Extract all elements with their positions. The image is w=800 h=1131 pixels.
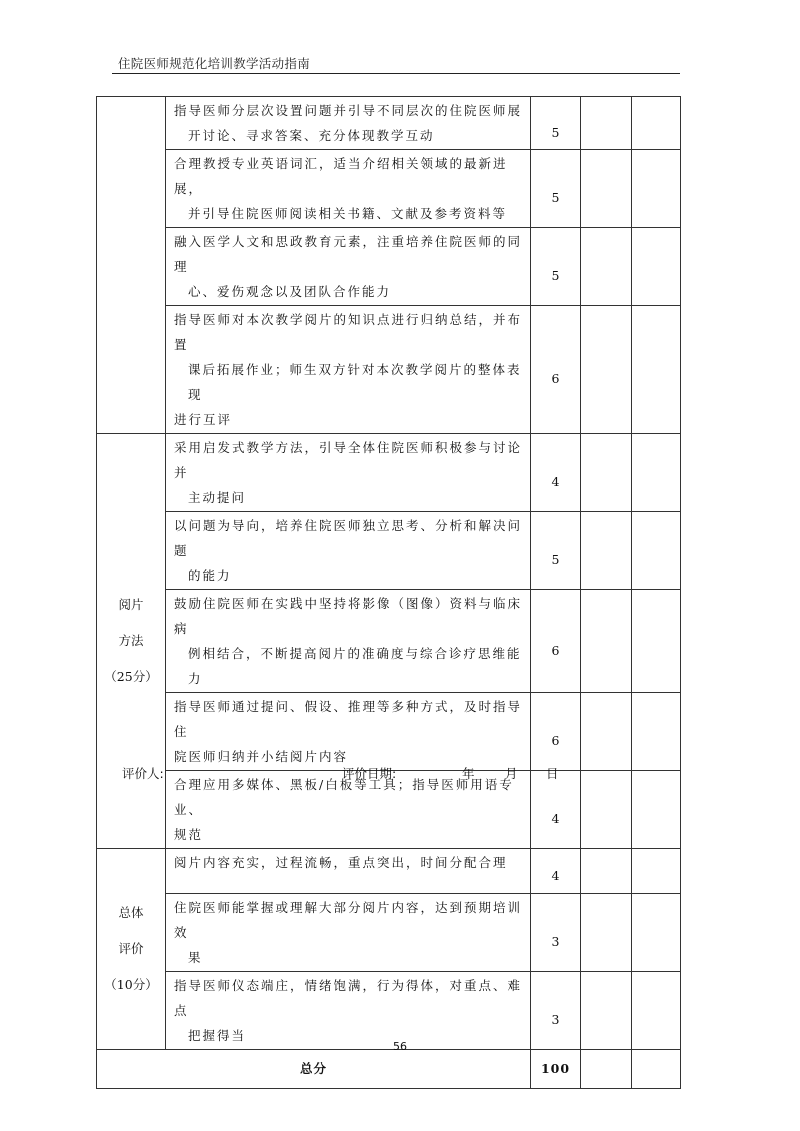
blank-cell	[581, 693, 632, 771]
total-score: 100	[531, 1050, 581, 1089]
running-header: 住院医师规范化培训教学活动指南	[118, 56, 311, 71]
criterion-cell: 合理应用多媒体、黑板/白板等工具；指导医师用语专业、 规范	[166, 771, 531, 849]
score-cell: 6	[531, 693, 581, 771]
criterion-cell: 指导医师通过提问、假设、推理等多种方式，及时指导住 院医师归纳并小结阅片内容	[166, 693, 531, 771]
category-points: （25分）	[104, 669, 158, 684]
blank-cell	[581, 150, 632, 228]
table-row	[97, 693, 681, 771]
evaluation-table	[96, 96, 681, 1089]
blank-cell	[581, 228, 632, 306]
evaluation-date-label: 评价日期:	[342, 766, 397, 781]
criterion-cell: 阅片内容充实，过程流畅，重点突出，时间分配合理	[166, 849, 531, 894]
table-row	[97, 150, 681, 228]
blank-cell	[632, 590, 681, 693]
table-row	[97, 434, 681, 512]
score-cell: 3	[531, 894, 581, 972]
blank-cell	[581, 972, 632, 1050]
criterion-cell: 融入医学人文和思政教育元素，注重培养住院医师的同理 心、爱伤观念以及团队合作能力	[166, 228, 531, 306]
table-row	[97, 972, 681, 1050]
criterion-cell: 以问题为导向，培养住院医师独立思考、分析和解决问题 的能力	[166, 512, 531, 590]
blank-cell	[581, 97, 632, 150]
blank-cell	[581, 590, 632, 693]
score-cell: 5	[531, 228, 581, 306]
category-cell-method	[97, 434, 166, 849]
blank-cell	[581, 771, 632, 849]
score-cell: 6	[531, 306, 581, 434]
blank-cell	[581, 1050, 632, 1089]
blank-cell	[581, 306, 632, 434]
table-row	[97, 771, 681, 849]
month-label: 月	[505, 766, 518, 781]
page-number: 56	[393, 1040, 407, 1053]
blank-cell	[632, 894, 681, 972]
category-label: 评价	[118, 941, 144, 956]
blank-cell	[632, 1050, 681, 1089]
total-row	[97, 1050, 681, 1089]
table-row	[97, 512, 681, 590]
year-label: 年	[462, 766, 475, 781]
table-row	[97, 849, 681, 894]
score-cell: 3	[531, 972, 581, 1050]
criterion-cell: 合理教授专业英语词汇，适当介绍相关领域的最新进展， 并引导住院医师阅读相关书籍、文献及参考资料等	[166, 150, 531, 228]
blank-cell	[632, 306, 681, 434]
category-cell-continued	[97, 97, 166, 434]
score-cell: 5	[531, 150, 581, 228]
score-cell: 4	[531, 771, 581, 849]
category-label: 方法	[118, 633, 144, 648]
header-rule	[112, 73, 680, 74]
criterion-cell: 指导医师对本次教学阅片的知识点进行归纳总结，并布置 课后拓展作业；师生双方针对本次教学阅片的整体表现 进行互评	[166, 306, 531, 434]
blank-cell	[632, 97, 681, 150]
score-cell: 4	[531, 434, 581, 512]
blank-cell	[632, 693, 681, 771]
score-cell: 6	[531, 590, 581, 693]
blank-cell	[581, 434, 632, 512]
table-row	[97, 894, 681, 972]
blank-cell	[632, 434, 681, 512]
score-cell: 4	[531, 849, 581, 894]
category-label: 总体	[118, 905, 144, 920]
criterion-cell: 住院医师能掌握或理解大部分阅片内容，达到预期培训效 果	[166, 894, 531, 972]
table-row	[97, 97, 681, 150]
total-label: 总分	[97, 1050, 531, 1089]
blank-cell	[581, 849, 632, 894]
day-label: 日	[546, 766, 559, 781]
criterion-cell: 采用启发式教学方法，引导全体住院医师积极参与讨论并 主动提问	[166, 434, 531, 512]
blank-cell	[581, 894, 632, 972]
blank-cell	[581, 512, 632, 590]
category-cell-overall	[97, 849, 166, 1050]
category-points: （10分）	[104, 977, 158, 992]
evaluator-label: 评价人:	[122, 766, 164, 781]
table-row	[97, 228, 681, 306]
blank-cell	[632, 771, 681, 849]
score-cell: 5	[531, 97, 581, 150]
criterion-cell: 鼓励住院医师在实践中坚持将影像（图像）资料与临床病 例相结合，不断提高阅片的准确度与综合诊疗思维能力	[166, 590, 531, 693]
table-row	[97, 590, 681, 693]
blank-cell	[632, 849, 681, 894]
blank-cell	[632, 512, 681, 590]
criterion-cell: 指导医师分层次设置问题并引导不同层次的住院医师展 开讨论、寻求答案、充分体现教学互动	[166, 97, 531, 150]
blank-cell	[632, 150, 681, 228]
score-cell: 5	[531, 512, 581, 590]
blank-cell	[632, 972, 681, 1050]
blank-cell	[632, 228, 681, 306]
table-row	[97, 306, 681, 434]
category-label: 阅片	[118, 597, 144, 612]
criterion-cell: 指导医师仪态端庄，情绪饱满，行为得体，对重点、难点 把握得当	[166, 972, 531, 1050]
